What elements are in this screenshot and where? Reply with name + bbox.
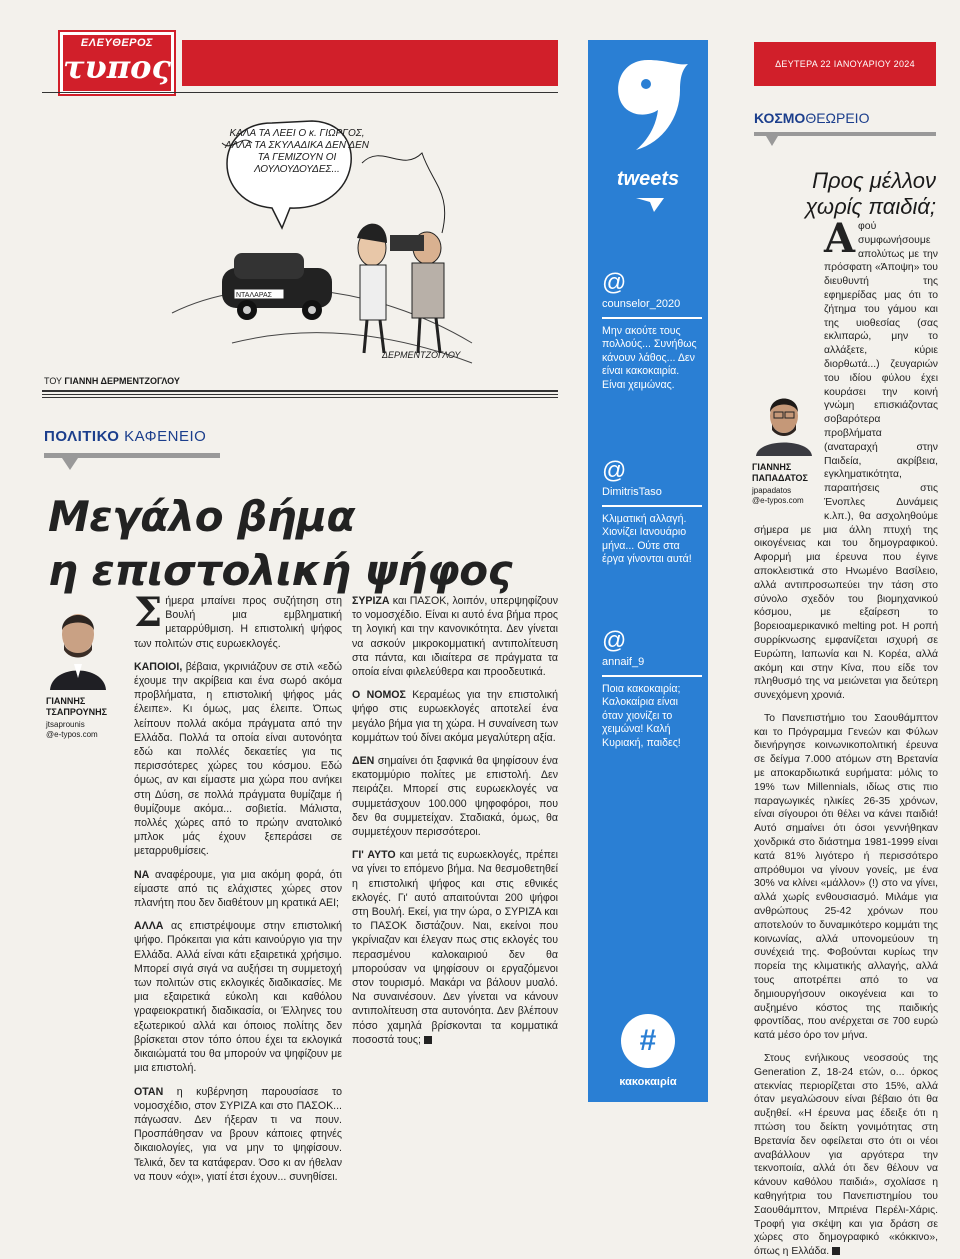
paragraph-lead: ΝΑ xyxy=(134,868,150,881)
end-mark xyxy=(424,1036,432,1044)
masthead-small: ΕΛΕΥΘΕΡΟΣ xyxy=(80,37,154,49)
headline-line2: χωρίς παιδιά; xyxy=(805,194,936,219)
paragraph-text: αναφέρουμε, για μια ακόμη φορά, ότι είμαστε από τις ελάχιστες χώρες στον πλανήτη που δεν διαθέτουν μη κρατικά ΑΕΙ; xyxy=(134,868,342,910)
paragraph-text: η κυβέρνηση παρουσίασε το νομοσχέδιο, στον ΣΥΡΙΖΑ και στο ΠΑΣΟΚ... πάγωσαν. Δεν ήξεραν τι να πουν. Προσπάθησαν να βρουν κάποιες φτηνές δικαιολογίες, για να μην το ψηφίσουν. Τελικά, δεν τα κατάφεραν. Όσο κι αν ήθελαν να πουν «όχι», γιατί έτσι έχουν... συνηθίσει. xyxy=(134,1085,342,1183)
paragraph-text: Στους ενήλικους νεοσσούς της Generation Z, 18-24 ετών, ο... όρκος ατεκνίας περιορίζεται στο 15%, αλλά όταν μεγαλώσουν είναι βέβαιο ότι θα αυξηθεί. «Η έρευνα μας έδειξε ότι η πτώση του δείκτη γονιμότητας στη Βρετανία δεν οφείλεται στο ότι οι νέοι αναβάλλουν για αργότερα την τεκνοποιία, αλλά ότι δεν θέλουν να κάνουν καθόλου παιδιά», σχολίασε η καθηγήτρια του Πανεπιστημίου του Σαουθάμπτον, Μπριένα Περέλι-Χάρις. Τροφή για σκέψη και για δράση σε χώρες στο δημογραφικό «κόκκινο», όπως η Ελλάδα. xyxy=(754,1053,938,1258)
tweets-title: tweets xyxy=(616,168,680,190)
author-last-name: ΠΑΠΑΔΑΤΟΣ xyxy=(752,473,808,483)
car-plate: ΝΤΑΛΑΡΑΣ xyxy=(236,292,272,299)
at-icon: @ xyxy=(602,457,627,484)
paragraph-lead: ΓΙ' ΑΥΤΟ xyxy=(352,849,396,862)
paragraph-lead: ΟΤΑΝ xyxy=(134,1085,164,1098)
headline-line1: Προς μέλλον xyxy=(812,168,936,193)
section-label-bold: ΠΟΛΙΤΙΚΟ xyxy=(44,428,120,445)
end-mark xyxy=(832,1247,840,1255)
article-column-right xyxy=(754,215,938,1258)
paragraph-text: ας επιστρέψουμε στην επιστολική ψήφο. Πρόκειται για κάτι καινούργιο για την Ελλάδα. Αλλά είναι κάτι εξαιρετικά χρήσιμο. Μπορεί σιγά σιγά να αυξήσει τη συμμετοχή των πολιτών στις εκλογικές διαδικασίες. Με μια εξαιρετικά εύκολη και καθόλου γραφειοκρατική διαδικασία, οι Έλληνες του εξωτερικού αλλά και όποιος πολίτης δεν βρίσκεται στον τόπο όπου έχει τα εκλογικά δικαιώματά του θα μπορούν να ψηφίζουν με μια επιστολή. xyxy=(134,920,342,1075)
section-rule xyxy=(754,132,936,136)
section-label-regular: ΚΑΦΕΝΕΙΟ xyxy=(124,428,207,445)
divider xyxy=(42,390,558,392)
tweet-rule xyxy=(602,317,702,319)
article-paragraph xyxy=(352,754,558,839)
masthead-logo xyxy=(60,32,174,94)
tweet-item xyxy=(602,628,702,750)
date-bar: ΔΕΥΤΕΡΑ 22 ΙΑΝΟΥΑΡΙΟΥ 2024 xyxy=(754,42,936,86)
author-handle-name: jpapadatos xyxy=(752,486,792,495)
headline xyxy=(754,168,936,220)
paragraph-lead: ΚΑΠΟΙΟΙ, xyxy=(134,660,183,673)
author-handle xyxy=(46,720,98,740)
tweet-text: Μην ακούτε τους πολλούς... Συνήθως κάνουν λάθος... Δεν είναι κακοκαιρία. Είναι χειμώνας. xyxy=(602,325,697,391)
author-handle-domain: @e-typos.com xyxy=(46,730,98,739)
divider xyxy=(42,397,558,398)
article-paragraph xyxy=(134,868,342,911)
hashtag-icon: # xyxy=(621,1014,675,1068)
left-column xyxy=(42,28,562,1183)
tweet-rule xyxy=(602,675,702,677)
cartoon-speech: ΚΑΛΑ ΤΑ ΛΕΕΙ Ο κ. ΓΙΩΡΓΟΣ, ΑΛΛΑ ΤΑ ΣΚΥΛΑΔΙΚΑ ΔΕΝ ΔΕΝ ΤΑ ΓΕΜΙΖΟΥΝ ΟΙ ΛΟΥΛΟΥΔΟΥΔΕΣ... xyxy=(225,128,369,175)
author-handle-name: jtsaprounis xyxy=(46,720,85,729)
at-icon: @ xyxy=(602,269,627,296)
author-first-name: ΓΙΑΝΝΗΣ xyxy=(46,696,86,706)
tweets-tick-icon xyxy=(636,198,664,212)
tweet-handle: DimitrisTaso xyxy=(602,486,662,498)
article-paragraph xyxy=(352,688,558,745)
section-label-regular: ΘΕΩΡΕΙΟ xyxy=(805,110,870,126)
section-label xyxy=(44,428,206,445)
at-icon: @ xyxy=(602,627,627,654)
author-first-name: ΓΙΑΝΝΗΣ xyxy=(752,462,792,472)
tweet-item xyxy=(602,270,702,392)
article-column-2 xyxy=(352,594,558,1114)
drop-cap: Σ xyxy=(134,589,163,636)
cartoon-signature: ΔΕΡΜΕΝΤΖΟΓΛΟΥ xyxy=(382,350,461,360)
author-name xyxy=(46,696,107,718)
hashtag-label: κακοκαιρία xyxy=(619,1076,677,1088)
masthead-big: τυπος xyxy=(63,48,171,86)
author-last-name: ΤΣΑΠΡΟΥΝΗΣ xyxy=(46,707,108,717)
tweet-text: Ποια κακοκαιρία; Καλοκαίρια είναι όταν χιονίζει το χειμώνα! Καλή Κυριακή, παιδες! xyxy=(602,683,681,749)
paragraph-text: και ΠΑΣΟΚ, λοιπόν, υπερψηφίζουν το νομοσχέδιο. Είναι κι αυτό ένα βήμα προς τη λογική και την κανονικότητα. Δεν γίνεται να ασκούν μικροκομματική αντιπολίτευση στα πάντα, και ιδιαίτερα σε πράγματα τα οποία είναι φιλελεύθερα και προοδευτικά. xyxy=(352,595,558,679)
tweet-handle: annaif_9 xyxy=(602,656,645,668)
paragraph-text: Το Πανεπιστήμιο του Σαουθάμπτον και το Πρόγραμμα Γενεών και Φύλων διενήργησε κοινωνικοπολιτική έρευνα σε δείγμα 7.000 ατόμων στη Βρετανία με αποκαρδιωτικά ευρήματα: μόλις το 19% των Millennials, ιδίως στις πιο παραγωγικές ηλικίες 26-35 χρόνων, είναι σίγουροι ότι θέλει να κάνει παιδιά! Αυτό σημαίνει ότι όσοι γεννήθηκαν χονδρικά στο διάστημα 1981-1999 είναι κατά 81% λιγότερο ή περισσότερο απρόθυμοι να γίνουν γονείς, με ένα 30% να κλίνει «μάλλον» (!) στο να γίνει, αλλά χωρίς ενθουσιασμό. Μιλάμε για ανθρώπους 25-42 χρόνων που αποτελούν το δυναμικότερο κομμάτι της κοινωνίας, αλλά υπονομεύουν τη συνέχειά της. Φοβούνται κυρίως την πορεία της κλιματικής αλλαγής, αλλά τους αποτρέπει από το να δημιουργήσουν οικογένεια και το αυξημένο κόστος της παιδικής φροντίδας, που ανέρχεται σε 700 ευρώ κατά μέσο όρο τον μήνα. xyxy=(754,712,938,1042)
divider xyxy=(42,92,558,93)
article-paragraph xyxy=(134,1085,342,1184)
section-label-bold: ΚΟΣΜΟ xyxy=(754,110,806,126)
section-notch xyxy=(766,136,778,146)
section-notch xyxy=(62,458,78,470)
author-photo xyxy=(46,598,110,690)
paragraph-lead: ΣΥΡΙΖΑ xyxy=(352,595,390,607)
tweet-handle: counselor_2020 xyxy=(602,298,681,310)
tweet-rule xyxy=(602,505,702,507)
article-paragraph xyxy=(754,712,938,1043)
tweet-text: Κλιματική αλλαγή. Χιονίζει Ιανουάριο μήνα... Ούτε στα έργα γίνονται αυτά! xyxy=(602,513,692,566)
masthead-bar xyxy=(182,40,558,86)
article-paragraph xyxy=(754,1052,938,1259)
tweet-item xyxy=(602,458,702,567)
paragraph-text: Κεραμέως για την επιστολική ψήφο στις ευρωεκλογές αποτελεί ένα μεγάλο βήμα για τη χώρα. Η συναίνεση των κομμάτων τού δίνει ακόμα μεγαλύτερη αξία. xyxy=(352,689,558,744)
caption-author: ΓΙΑΝΝΗ ΔΕΡΜΕΝΤΖΟΓΛΟΥ xyxy=(64,376,180,386)
headline-line2: η επιστολική ψήφος xyxy=(48,546,513,595)
tweets-column xyxy=(588,40,708,1102)
right-column xyxy=(726,28,940,1258)
article-paragraph xyxy=(134,660,342,859)
caption-prefix: ΤΟΥ xyxy=(44,376,62,386)
paragraph-text: βέβαια, γκρινιάζουν σε στιλ «εδώ έχουμε την ακρίβεια και ένα σωρό ακόμα προβλήματα, η επιστολική ψήφος μάς έλειπε». Κι όμως, μας έλειπε. Όπως λείπουν πολλά ακόμα πράγματα από την Ελλάδα. Πολλά τα οποία είναι αυτονόητα εδώ και πολλές δεκαετίες για τις περισσότερες χώρες του κόσμου. Εδώ όμως, αν και είμαστε μια χώρα που ανήκει στη Δύση, σε πολλά πράγματα θυμίζαμε ή θυμίζουμε ακόμα... σοβιετία. Μάλιστα, πολλές χώρες από το πρώην ανατολικό μπλοκ μάς έχουν ξεπεράσει σε μεταρρυθμίσεις. xyxy=(134,660,342,858)
author-handle-domain: @e-typos.com xyxy=(752,496,804,505)
headline xyxy=(48,490,558,598)
divider xyxy=(42,394,558,395)
paragraph-text: σημαίνει ότι ξαφνικά θα ψηφίσουν ένα εκατομμύριο πολίτες με επιστολή. Δεν πειράζει. Μπορεί στις ευρωεκλογές να συμμετάσχουν 100.000 ψηφοφόροι, που δεν θα συμμετείχαν. Σταδιακά, όμως, θα συμμετέχουν περισσότεροι. xyxy=(352,755,558,839)
paragraph-text: φού συμφωνήσουμε απολύτως με την πρόσφατη «Άποψη» του διευθυντή της εφημερίδας μας ότι το ζήτημα του γάμου και της υιοθεσίας (σας εκλιπαρώ, μην το αλλάξετε, κύριε διορθωτά...) ζευγαριών του ιδίου φύλου έχει κουράσει την κοινή γνώμη επισκιάζοντας σοβαρότερα προβλήματα (αναταραχή στην Παιδεία, ακρίβεια, εγκληματικότητα, παραιτήσεις στις Ένοπλες Δυνάμεις κ.λπ.), θα ασχοληθούμε σήμερα με μια άλλη πτυχή της οικογένειας και του δημογραφικού. Αφορμή μια έρευνα που έγινε αποκλειστικά στο Ηνωμένο Βασίλειο, αλλά αντιπροσωπεύει την τάση στο σύνολο σχεδόν του βιομηχανικού κόσμου, με εξαίρεση το βορειοαμερικανικό melting pot. Η ροπή συρρίκνωσης εμφανίζεται ισχυρή σε Ευρώπη, Ιαπωνία και Ν. Κορέα, αλλά ακόμη και στην Κίνα, που είδε τον πληθυσμό της να μειώνεται για δεύτερη συνεχόμενη χρονιά. xyxy=(754,221,938,702)
article-paragraph xyxy=(134,589,342,651)
article-column-1 xyxy=(134,589,342,1183)
paragraph-lead: ΑΛΛΑ xyxy=(134,920,164,933)
article-paragraph xyxy=(352,848,558,1047)
section-label xyxy=(754,110,869,126)
paragraph-lead: ΔΕΝ xyxy=(352,755,375,768)
paragraph-lead: Ο ΝΟΜΟΣ xyxy=(352,689,406,702)
headline-line1: Μεγάλο βήμα xyxy=(48,492,355,541)
photo-spacer xyxy=(754,386,824,512)
cartoon-caption xyxy=(44,376,180,386)
paragraph-text: ήμερα μπαίνει προς συζήτηση στη Βουλή μια εμβληματική μεταρρύθμιση. Η επιστολική ψήφος των πολιτών στις ευρωεκλογές. xyxy=(134,595,342,650)
drop-cap: Α xyxy=(824,215,856,262)
bird-logo-icon xyxy=(608,54,688,154)
article-paragraph xyxy=(134,919,342,1075)
paragraph-text: και μετά τις ευρωεκλογές, πρέπει να γίνει το επόμενο βήμα. Να θεσμοθετηθεί η επιστολική ψήφος και στις εθνικές εκλογές. Γι' αυτό απαιτούνται 200 ψήφοι στη Βουλή. Εκεί, για την ώρα, ο ΣΥΡΙΖΑ και το ΠΑΣΟΚ διστάζουν. Ναι, εκείνοι που γκρίνιαζαν και έλεγαν πως στις εκλογές του περασμένου καλοκαιριού δεν θα μπορούσαν να ψηφίσουν οι εργαζόμενοι στον τουρισμό. Μακάρι να βάλουν μυαλό. Να συναινέσουν. Δεν γίνεται να κάνουν αντιπολίτευση στα αυτονόητα. Δεν βλέπουν πόσο χαμηλά βρίσκονται τα κομματικά ποσοστά τους; xyxy=(352,849,558,1046)
article-paragraph xyxy=(352,594,558,679)
